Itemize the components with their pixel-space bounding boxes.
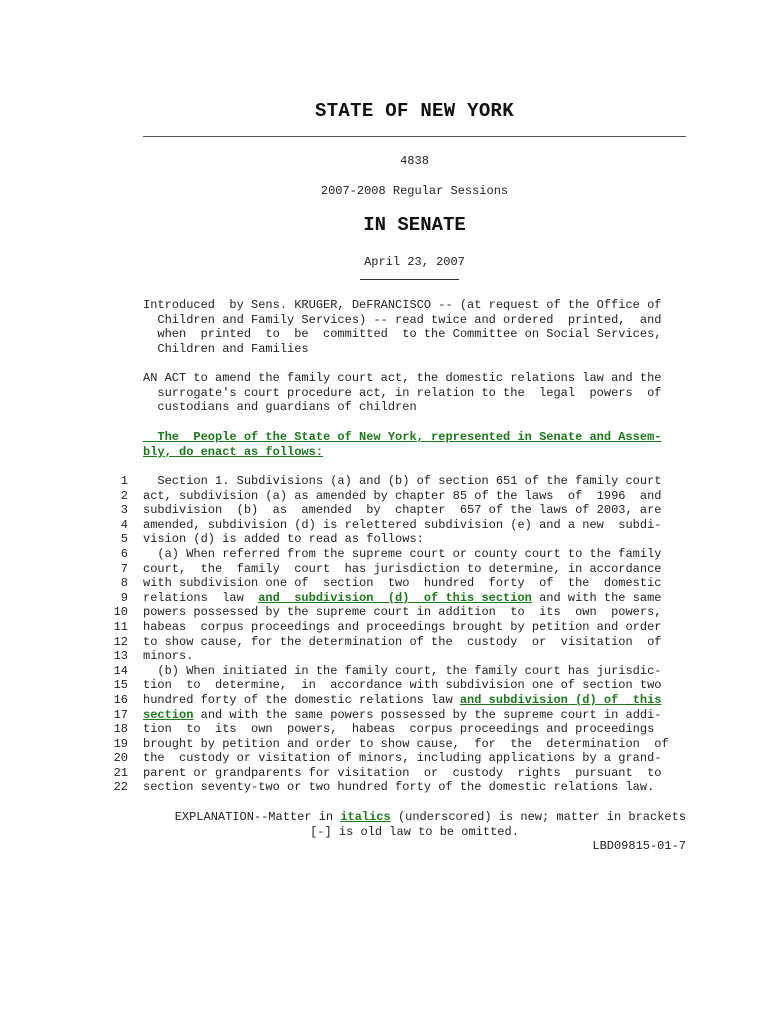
introduction-line: Children and Family Services) -- read twice and ordered printed, and xyxy=(143,312,662,327)
line-text xyxy=(143,708,686,723)
line-segment: habeas corpus proceedings and proceedings brought by petition and order xyxy=(143,619,662,634)
line-segment: the custody or visitation of minors, including applications by a grand- xyxy=(143,751,662,766)
line-number: 19 xyxy=(113,736,128,751)
line-text xyxy=(143,780,686,795)
line-text xyxy=(143,737,686,752)
document-code: LBD09815-01-7 xyxy=(592,839,686,854)
line-text xyxy=(143,693,686,708)
bill-line xyxy=(112,708,692,723)
explanation-line-2: [-] is old law to be omitted. xyxy=(310,824,519,839)
line-text xyxy=(143,547,686,562)
line-text xyxy=(143,591,686,606)
bill-line xyxy=(112,649,692,664)
act-title-line: surrogate's court procedure act, in relation to the legal powers of xyxy=(143,385,662,400)
line-segment: powers possessed by the supreme court in addition to its own powers, xyxy=(143,605,662,620)
bill-line xyxy=(112,591,692,606)
line-number: 2 xyxy=(120,488,128,503)
explanation-suffix: (underscored) is new; matter in brackets xyxy=(390,810,686,824)
line-segment: with subdivision one of section two hundred forty of the domestic xyxy=(143,576,662,591)
introduction-line: when printed to be committed to the Committee on Social Services, xyxy=(143,327,662,342)
enacting-clause-line: The People of the State of New York, represented in Senate and Assem- xyxy=(143,430,662,444)
bill-number: 4838 xyxy=(400,154,429,168)
bill-line xyxy=(112,489,692,504)
line-text xyxy=(143,532,686,547)
line-number: 7 xyxy=(120,561,128,576)
introduction-date: April 23, 2007 xyxy=(364,255,465,269)
bill-line xyxy=(112,693,692,708)
line-number: 20 xyxy=(113,751,128,766)
bill-body xyxy=(112,474,692,795)
line-segment: tion to determine, in accordance with subdivision one of section two xyxy=(143,678,662,693)
line-segment: section seventy-two or two hundred forty of the domestic relations law. xyxy=(143,780,655,795)
line-segment: (a) When referred from the supreme court or county court to the family xyxy=(143,546,662,561)
explanation-line xyxy=(143,810,686,825)
new-matter-text: section xyxy=(143,707,194,722)
line-text xyxy=(143,649,686,664)
line-number: 4 xyxy=(120,517,128,532)
act-title-line: custodians and guardians of children xyxy=(143,400,417,415)
line-number: 11 xyxy=(113,619,128,634)
line-number: 21 xyxy=(113,765,128,780)
line-segment: amended, subdivision (d) is relettered subdivision (e) and a new subdi- xyxy=(143,517,662,532)
line-number: 3 xyxy=(120,503,128,518)
title-divider xyxy=(143,136,686,137)
bill-line xyxy=(112,576,692,591)
line-segment: parent or grandparents for visitation or custody rights pursuant to xyxy=(143,765,662,780)
session-label: 2007-2008 Regular Sessions xyxy=(320,184,509,198)
line-text xyxy=(143,518,686,533)
enacting-clause xyxy=(143,430,686,459)
line-text xyxy=(143,766,686,781)
line-number: 6 xyxy=(120,546,128,561)
act-title-line: AN ACT to amend the family court act, the domestic relations law and the xyxy=(143,371,662,385)
line-number: 5 xyxy=(120,532,128,547)
state-title: STATE OF NEW YORK xyxy=(315,100,514,122)
new-matter-text: and subdivision (d) of this xyxy=(459,692,662,707)
line-segment: subdivision (b) as amended by chapter 657 of the laws of 2003, are xyxy=(143,503,662,518)
line-text xyxy=(143,489,686,504)
line-text xyxy=(143,664,686,679)
line-number: 18 xyxy=(113,722,128,737)
line-number: 13 xyxy=(113,649,128,664)
line-number: 1 xyxy=(120,474,128,488)
bill-line xyxy=(112,518,692,533)
act-title-paragraph xyxy=(143,371,686,415)
line-text xyxy=(143,605,686,620)
line-segment: brought by petition and order to show cause, for the determination of xyxy=(143,736,669,751)
introduction-paragraph xyxy=(143,298,686,356)
line-text xyxy=(143,474,686,489)
explanation-italics-word: italics xyxy=(340,810,391,824)
line-segment: court, the family court has jurisdiction to determine, in accordance xyxy=(143,561,662,576)
line-segment: vision (d) is added to read as follows: xyxy=(143,532,424,547)
bill-line xyxy=(112,664,692,679)
bill-line xyxy=(112,780,692,795)
line-number: 17 xyxy=(113,707,128,722)
line-text xyxy=(143,751,686,766)
introduction-line: Introduced by Sens. KRUGER, DeFRANCISCO -- (at request of the Office of xyxy=(143,298,662,312)
line-text xyxy=(143,503,686,518)
introduction-line: Children and Families xyxy=(143,341,309,356)
bill-line xyxy=(112,503,692,518)
line-segment: Section 1. Subdivisions (a) and (b) of section 651 of the family court xyxy=(143,474,662,488)
line-number: 16 xyxy=(113,692,128,707)
line-segment: to show cause, for the determination of the custody or visitation of xyxy=(143,634,662,649)
line-segment: tion to its own powers, habeas corpus proceedings and proceedings xyxy=(143,722,655,737)
explanation-prefix: EXPLANATION--Matter in xyxy=(174,810,341,824)
bill-line xyxy=(112,737,692,752)
explanation-block xyxy=(143,810,686,854)
line-segment: and with the same powers possessed by the supreme court in addi- xyxy=(193,707,662,722)
line-number: 9 xyxy=(120,590,128,605)
line-number: 8 xyxy=(120,576,128,591)
bill-line xyxy=(112,766,692,781)
bill-line xyxy=(112,722,692,737)
line-text xyxy=(143,722,686,737)
bill-line xyxy=(112,605,692,620)
line-text xyxy=(143,562,686,577)
bill-line xyxy=(112,620,692,635)
date-divider xyxy=(360,279,459,280)
line-number: 15 xyxy=(113,678,128,693)
line-segment: (b) When initiated in the family court, the family court has jurisdic- xyxy=(143,663,662,678)
line-segment: act, subdivision (a) as amended by chapter 85 of the laws of 1996 and xyxy=(143,488,662,503)
line-segment: relations law xyxy=(143,590,259,605)
line-segment: and with the same xyxy=(531,590,662,605)
line-number: 10 xyxy=(113,605,128,620)
bill-line xyxy=(112,547,692,562)
line-text xyxy=(143,576,686,591)
enacting-clause-line: bly, do enact as follows: xyxy=(143,444,324,459)
line-segment: minors. xyxy=(143,649,194,664)
bill-line xyxy=(112,474,692,489)
line-number: 14 xyxy=(113,663,128,678)
line-number: 22 xyxy=(113,780,128,795)
line-text xyxy=(143,635,686,650)
line-number: 12 xyxy=(113,634,128,649)
bill-line xyxy=(112,678,692,693)
line-text xyxy=(143,620,686,635)
chamber-heading: IN SENATE xyxy=(363,214,466,236)
bill-line xyxy=(112,562,692,577)
line-segment: hundred forty of the domestic relations law xyxy=(143,692,460,707)
new-matter-text: and subdivision (d) of this section xyxy=(258,590,532,605)
bill-line xyxy=(112,635,692,650)
line-text xyxy=(143,678,686,693)
bill-line xyxy=(112,751,692,766)
bill-line xyxy=(112,532,692,547)
